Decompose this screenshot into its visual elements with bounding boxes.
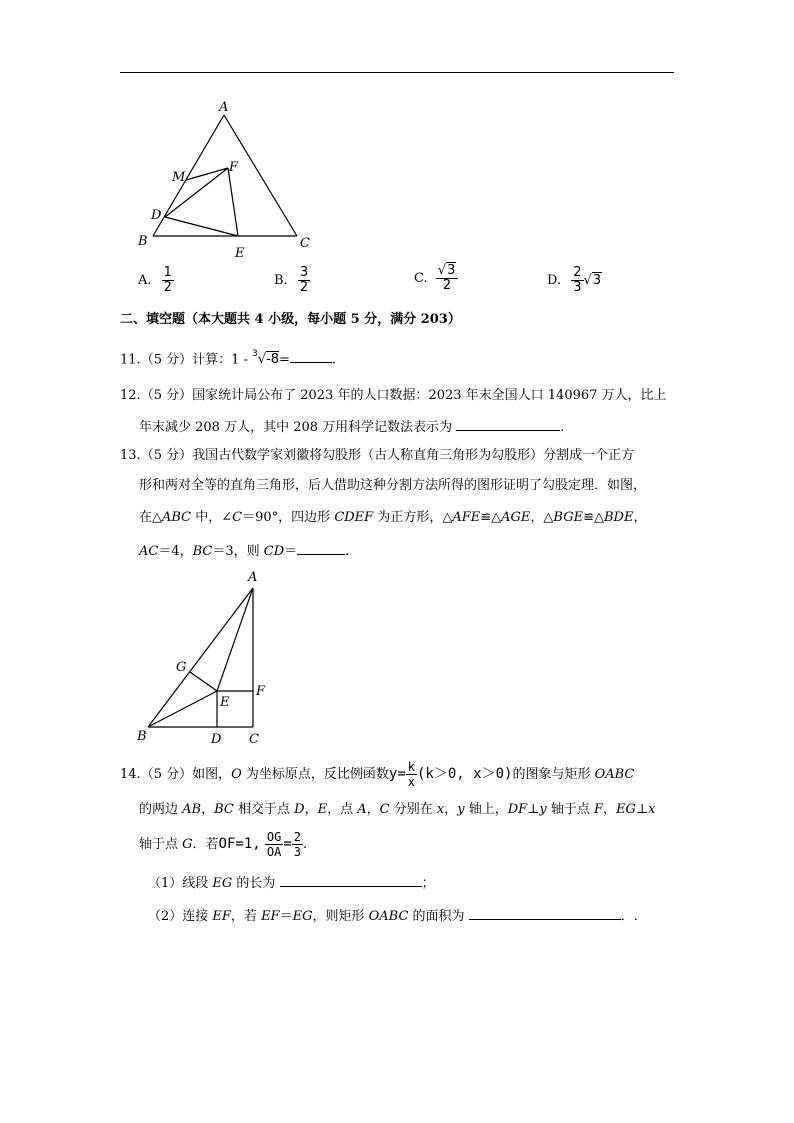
option-b-prefix: B. (274, 273, 288, 288)
question-14-line1: 14.（5 分）如图，O 为坐标原点，反比例函数y= $\frac{k}{x}$ (k＞0, x＞0)的图象与矩形 OABC (120, 760, 635, 789)
segment-ae (217, 588, 253, 691)
question-13-line1: 13.（5 分）我国古代数学家刘徽将勾股形（古人称直角三角形为勾股形）分割成一个正方 (120, 448, 635, 463)
option-a-fraction: $\frac{1}{2}$ (163, 265, 172, 295)
label-b: B (138, 234, 148, 249)
segment-eg (190, 672, 217, 691)
q11-answer-blank[interactable] (290, 348, 332, 363)
option-b[interactable] (274, 266, 310, 295)
figure-right-triangle (130, 568, 280, 748)
label-f: F (229, 160, 239, 175)
ratio-og-oa: $\frac{OG}{OA}$ (266, 830, 282, 859)
label-m: M (172, 170, 186, 185)
option-a-prefix: A. (138, 273, 152, 288)
option-a[interactable] (138, 266, 174, 295)
question-12-line1: 12.（5 分）国家统计局公布了 2023 年的人口数据：2023 年末全国人口 140967 万人，比上 (120, 388, 667, 403)
cube-root: $^3$√-8 (252, 349, 280, 368)
option-d[interactable] (547, 266, 602, 295)
question-14-line3: 轴于点 G．若OF=1, $\frac{OG}{OA}$ = $\frac{2}{3}$ . (139, 830, 308, 859)
option-d-root: √3 (583, 273, 602, 288)
segment-de (165, 217, 238, 236)
label-d: D (211, 732, 222, 747)
label-a: A (219, 100, 229, 115)
option-b-fraction: $\frac{3}{2}$ (299, 265, 309, 295)
question-12-line2: 年末减少 208 万人，其中 208 万用科学记数法表示为 . (139, 416, 564, 438)
label-c: C (249, 732, 259, 747)
header-rule (120, 72, 674, 73)
edge-ab (153, 115, 224, 236)
label-g: G (176, 660, 187, 675)
label-e: E (235, 246, 245, 260)
condition-of: OF=1, (218, 836, 261, 852)
question-13-line3: 在△ABC 中，∠C＝90°，四边形 CDEF 为正方形，△AFE≌△AGE，△BGE≌△BDE， (139, 510, 647, 525)
option-c[interactable] (414, 264, 458, 293)
segment-fe (228, 168, 238, 236)
label-f: F (256, 684, 266, 699)
q12-answer-blank[interactable] (456, 416, 560, 431)
label-c: C (300, 236, 310, 251)
label-d: D (151, 208, 162, 223)
option-d-fraction: $\frac{2}{3}$ (573, 265, 582, 295)
label-a: A (248, 570, 258, 585)
figure-triangle-abc-1 (130, 95, 320, 260)
q13-answer-blank[interactable] (297, 540, 345, 555)
q14-sub2-answer-blank[interactable] (469, 905, 621, 920)
function-fraction: $\frac{k}{x}$ (407, 760, 415, 789)
question-13-line2: 形和两对全等的直角三角形，后人借助这种分割方法所得的图形证明了勾股定理．如图， (139, 478, 647, 493)
question-13-line4: AC＝4，BC＝3，则 CD＝ . (139, 540, 349, 562)
question-14-line2: 的两边 AB，BC 相交于点 D，E，点 A，C 分别在 x，y 轴上，DF⊥y 轴于点 F，EG⊥x (139, 802, 656, 817)
option-d-prefix: D. (547, 273, 562, 288)
function-condition: (k＞0, x＞0) (417, 766, 513, 782)
label-e: E (220, 695, 230, 710)
segment-be (148, 691, 217, 727)
section-heading: 二、填空题（本大题共 4 小级，每小题 5 分，满分 203） (120, 312, 461, 327)
ratio-value: $\frac{2}{3}$ (293, 830, 301, 859)
label-b: B (137, 729, 147, 744)
q14-sub1-answer-blank[interactable] (280, 872, 422, 887)
question-14-sub2: （2）连接 EF，若 EF＝EG，则矩形 OABC 的面积为 ．. (148, 905, 638, 927)
edge-ab (148, 588, 253, 727)
option-c-prefix: C. (414, 271, 428, 286)
function-y: y= (388, 766, 406, 782)
question-14-sub1: （1）线段 EG 的长为 ； (148, 872, 435, 894)
question-11: 11.（5 分）计算：1 - $^3$√-8= . (120, 349, 337, 368)
option-c-fraction: $\frac{√3}{2}$ (436, 264, 459, 293)
